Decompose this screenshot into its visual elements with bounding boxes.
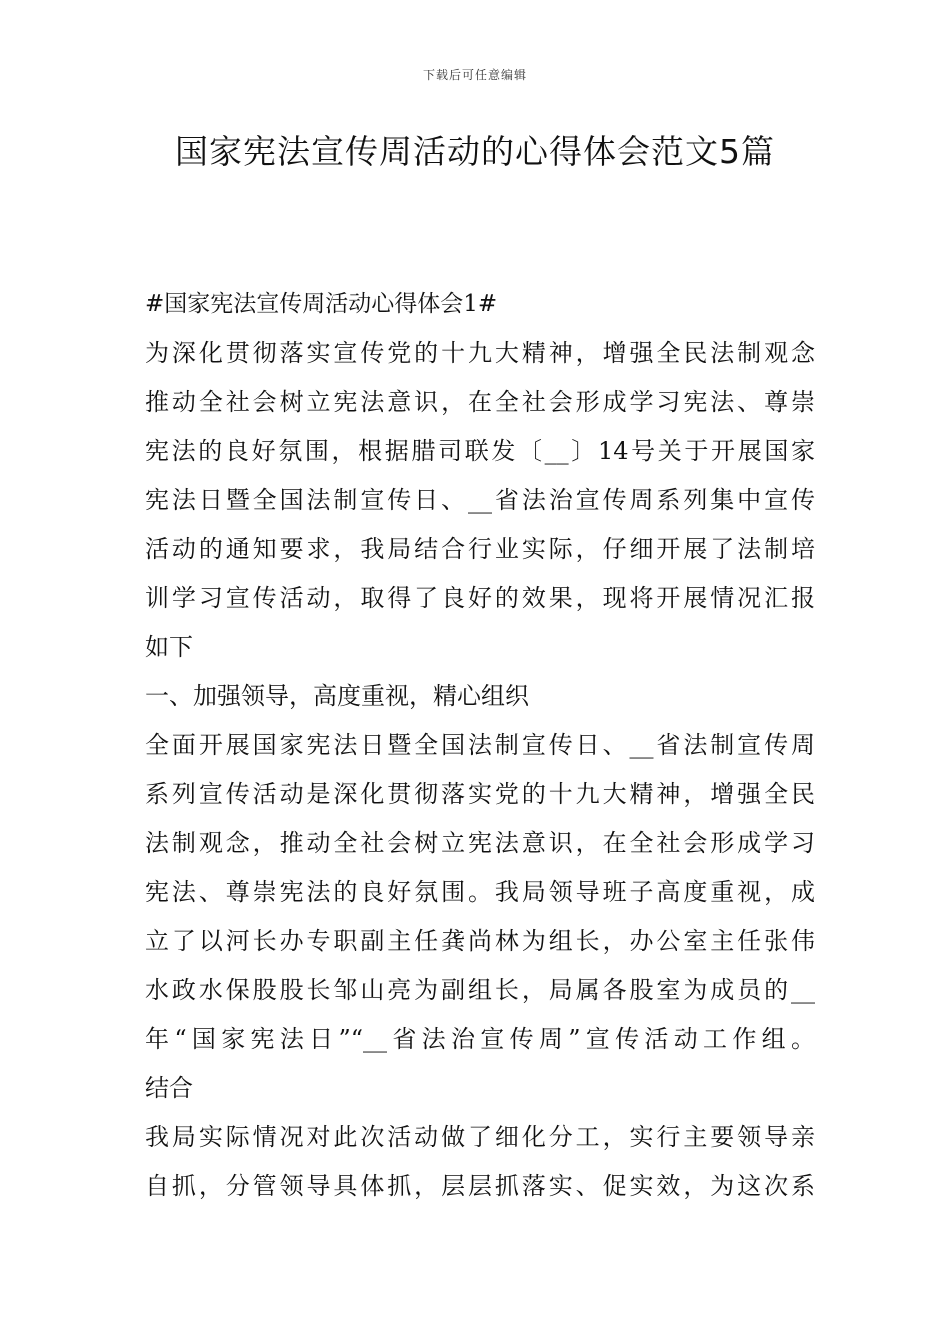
body-line: 推动全社会树立宪法意识，在全社会形成学习宪法、尊崇 — [145, 388, 815, 416]
body-line: 如下 — [145, 633, 193, 661]
body-line: 宪法、尊崇宪法的良好氛围。我局领导班子高度重视，成 — [145, 878, 815, 906]
body-line: 法制观念，推动全社会树立宪法意识，在全社会形成学习 — [145, 829, 815, 857]
body-line: 系列宣传活动是深化贯彻落实党的十九大精神，增强全民 — [145, 780, 815, 808]
body-line: 我局实际情况对此次活动做了细化分工，实行主要领导亲 — [145, 1123, 815, 1151]
document-body — [145, 280, 815, 1211]
page-header-note: 下载后可任意编辑 — [422, 68, 527, 82]
body-line: 年“国家宪法日”“__省法治宣传周”宣传活动工作组。 — [145, 1025, 815, 1053]
body-line: 立了以河长办专职副主任龚尚林为组长，办公室主任张伟 — [145, 927, 815, 955]
body-line: 全面开展国家宪法日暨全国法制宣传日、__省法制宣传周 — [145, 731, 815, 759]
body-line: 结合 — [145, 1074, 193, 1102]
body-line: 自抓，分管领导具体抓，层层抓落实、促实效，为这次系 — [145, 1172, 815, 1200]
subsection-heading: 一、加强领导，高度重视，精心组织 — [145, 682, 529, 710]
body-line: 为深化贯彻落实宣传党的十九大精神，增强全民法制观念 — [145, 339, 815, 367]
body-line: 宪法的良好氛围，根据腊司联发〔__〕14号关于开展国家 — [145, 437, 815, 465]
body-line: 训学习宣传活动，取得了良好的效果，现将开展情况汇报 — [145, 584, 815, 612]
document-title: 国家宪法宣传周活动的心得体会范文5篇 — [175, 132, 775, 171]
body-line: 水政水保股股长邹山亮为副组长，局属各股室为成员的__ — [145, 976, 815, 1004]
body-line: 活动的通知要求，我局结合行业实际，仔细开展了法制培 — [145, 535, 815, 563]
section-heading-1: #国家宪法宣传周活动心得体会1# — [145, 291, 498, 317]
body-line: 宪法日暨全国法制宣传日、__省法治宣传周系列集中宣传 — [145, 486, 815, 514]
